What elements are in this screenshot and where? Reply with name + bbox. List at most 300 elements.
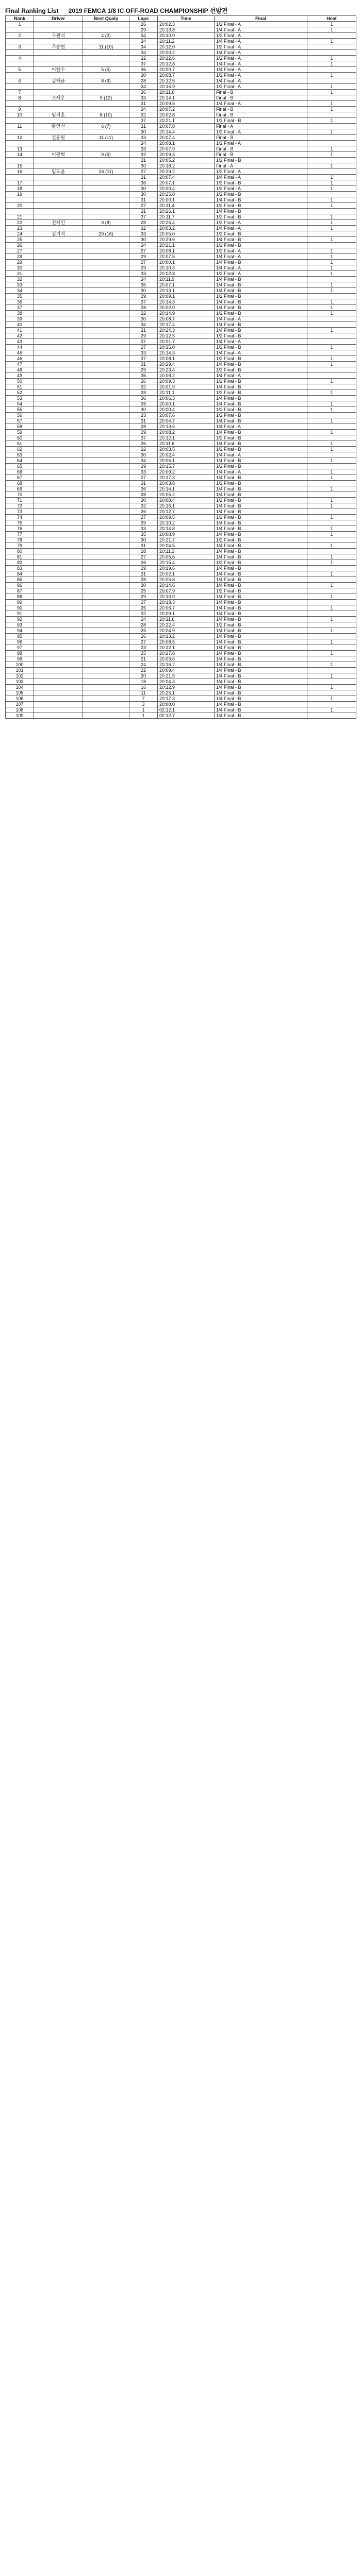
best-quaty-cell [83,118,129,124]
laps-cell: 32 [129,112,158,118]
final-table-row [6,84,356,90]
best-quaty-cell [83,537,129,543]
heat-cell: 1 [307,226,356,231]
final-header-row [6,16,356,22]
rank-cell: 98 [6,651,34,656]
driver-cell [34,299,83,305]
final-cell: 1/4 Final - B [215,651,307,656]
final-table-row [6,73,356,78]
rank-cell: 92 [6,617,34,622]
best-quaty-cell: 8 (10) [83,112,129,118]
best-quaty-cell [83,248,129,254]
heat-cell: 1 [307,418,356,424]
best-quaty-cell [83,322,129,328]
final-table-row [6,248,356,254]
rank-cell: 42 [6,333,34,339]
final-cell: 1/4 Final - A [215,373,307,379]
final-table-row [6,537,356,543]
rank-cell: 54 [6,401,34,407]
driver-cell [34,396,83,401]
laps-cell: 32 [129,226,158,231]
best-quaty-cell [83,469,129,475]
final-cell: 1/4 Final - B [215,549,307,554]
best-quaty-cell [83,418,129,424]
rank-cell: 67 [6,475,34,481]
rank-cell: 66 [6,469,34,475]
heat-cell [307,566,356,571]
time-cell: 20:12.1 [158,435,215,441]
final-table-row [6,311,356,316]
time-cell: 20:11.9 [158,277,215,282]
driver-cell [34,452,83,458]
laps-cell: 31 [129,124,158,129]
laps-cell: 30 [129,583,158,588]
best-quaty-cell [83,384,129,390]
rank-cell: 53 [6,396,34,401]
rank-cell: 11 [6,124,34,129]
driver-cell [34,690,83,696]
driver-cell [34,390,83,396]
heat-cell [307,702,356,707]
header-rank: Rank [6,16,34,22]
time-cell: 20:00.1 [158,260,215,265]
driver-cell [34,180,83,186]
final-cell: 1/2 Final - B [215,294,307,299]
final-cell: 1/2 Final - B [215,498,307,503]
final-table-row [6,322,356,328]
time-cell: 20:05.2 [158,158,215,163]
heat-cell [307,231,356,237]
laps-cell: 29 [129,265,158,271]
laps-cell: 30 [129,407,158,413]
heat-cell: 1 [307,571,356,577]
final-cell: 1/4 Final - A [215,78,307,84]
best-quaty-cell [83,328,129,333]
driver-cell [34,56,83,61]
heat-cell [307,44,356,50]
time-cell: 20:17.4 [158,322,215,328]
final-table-row [6,690,356,696]
time-cell: 20:13.2 [158,634,215,639]
heat-cell [307,67,356,73]
best-quaty-cell [83,696,129,702]
rank-cell: 31 [6,271,34,277]
time-cell: 20:00.2 [158,50,215,56]
heat-cell [307,322,356,328]
best-quaty-cell [83,226,129,231]
driver-cell [34,503,83,509]
heat-cell: 1 [307,356,356,362]
final-cell: 1/4 Final - B [215,662,307,668]
heat-cell [307,350,356,356]
driver-cell [34,186,83,192]
heat-cell: 1 [307,129,356,135]
rank-cell: 29 [6,260,34,265]
rank-cell: 97 [6,645,34,651]
rank-cell: 25 [6,237,34,243]
best-quaty-cell [83,702,129,707]
best-quaty-cell [83,175,129,180]
laps-cell: 1 [129,713,158,719]
time-cell: 20:08.1 [158,141,215,146]
rank-cell: 78 [6,537,34,543]
final-table-row [6,56,356,61]
time-cell: 20:14.3 [158,350,215,356]
driver-cell [34,571,83,577]
rank-cell: 51 [6,384,34,390]
best-quaty-cell [83,129,129,135]
heat-cell: 1 [307,379,356,384]
time-cell: 20:02.8 [158,271,215,277]
driver-cell [34,384,83,390]
heat-cell: 1 [307,248,356,254]
driver-cell [34,639,83,645]
final-title-event: 2019 FEMCA 1/8 IC OFF-ROAD CHAMPIONSHIP 선발전 [68,7,228,14]
rank-cell: 26 [6,243,34,248]
driver-cell [34,328,83,333]
final-table-row [6,464,356,469]
laps-cell: 28 [129,577,158,583]
final-cell: 1/4 Final - B [215,418,307,424]
best-quaty-cell [83,509,129,515]
laps-cell: 34 [129,107,158,112]
laps-cell: 28 [129,549,158,554]
final-table-row [6,243,356,248]
heat-cell: 1 [307,441,356,447]
laps-cell: 37 [129,61,158,67]
best-quaty-cell: 4 (2) [83,33,129,39]
heat-cell [307,600,356,605]
laps-cell: 29 [129,254,158,260]
best-quaty-cell [83,61,129,67]
heat-cell: 1 [307,288,356,294]
rank-cell: 107 [6,702,34,707]
final-cell: 1/4 Final - B [215,656,307,662]
heat-cell: 1 [307,390,356,396]
heat-cell: 1 [307,73,356,78]
rank-cell: 5 [6,67,34,73]
final-table-row [6,61,356,67]
driver-cell: 조재우 [34,95,83,101]
final-table-row [6,328,356,333]
final-table-row [6,78,356,84]
driver-cell: 이광혁 [34,152,83,158]
driver-cell [34,430,83,435]
rank-cell [6,39,34,44]
final-cell: 1/4 Final - B [215,702,307,707]
final-table-row [6,271,356,277]
time-cell: 20:10.9 [158,33,215,39]
final-cell: 1/4 Final - A [215,39,307,44]
time-cell: 20:10.3 [158,265,215,271]
time-cell: 20:11.3 [158,549,215,554]
final-table-row [6,282,356,288]
time-cell: 20:02.4 [158,452,215,458]
time-cell: 20:11.6 [158,90,215,95]
time-cell: 20:08.0 [158,702,215,707]
final-table-row [6,169,356,175]
final-table-row [6,560,356,566]
heat-cell: 1 [307,271,356,277]
final-table-row [6,118,356,124]
heat-cell: 1 [307,265,356,271]
heat-cell [307,713,356,719]
best-quaty-cell [83,254,129,260]
time-cell: 20:23.4 [158,367,215,373]
driver-cell: 전재민 [34,220,83,226]
rank-cell: 75 [6,520,34,526]
heat-cell: 1 [307,237,356,243]
heat-cell: 1 [307,214,356,220]
heat-cell [307,50,356,56]
final-cell: 1/4 Final - B [215,396,307,401]
heat-cell: 1 [307,254,356,260]
final-table-row [6,435,356,441]
time-cell: 20:05.0 [158,231,215,237]
laps-cell: 26 [129,401,158,407]
rank-cell: 58 [6,424,34,430]
heat-cell: 1 [307,27,356,33]
best-quaty-cell [83,192,129,197]
time-cell: 20:11.7 [158,214,215,220]
best-quaty-cell [83,560,129,566]
rank-cell: 80 [6,549,34,554]
time-cell: 20:00.4 [158,186,215,192]
heat-cell: 1 [307,628,356,634]
best-quaty-cell [83,486,129,492]
driver-cell [34,407,83,413]
final-cell: 1/4 Final - A [215,27,307,33]
laps-cell: 28 [129,424,158,430]
best-quaty-cell [83,707,129,713]
time-cell: 20:29.2 [158,169,215,175]
best-quaty-cell [83,197,129,203]
time-cell: 20:14.6 [158,583,215,588]
best-quaty-cell [83,158,129,163]
final-cell: 1/4 Final - B [215,600,307,605]
best-quaty-cell [83,101,129,107]
final-table-row [6,260,356,265]
laps-cell: 29 [129,294,158,299]
driver-cell [34,707,83,713]
rank-cell: 91 [6,611,34,617]
heat-cell: 1 [307,639,356,645]
time-cell: 20:14.3 [158,299,215,305]
final-table-row [6,622,356,628]
heat-cell: 1 [307,498,356,503]
final-table-row [6,588,356,594]
best-quaty-cell: 26 (11) [83,169,129,175]
heat-cell [307,656,356,662]
final-table-row [6,254,356,260]
best-quaty-cell [83,316,129,322]
laps-cell: 29 [129,333,158,339]
driver-cell [34,441,83,447]
laps-cell: 24 [129,617,158,622]
final-table-row [6,33,356,39]
laps-cell: 33 [129,413,158,418]
driver-cell [34,515,83,520]
time-cell: 20:04.9 [158,628,215,634]
final-table-row [6,526,356,532]
laps-cell: 30 [129,192,158,197]
best-quaty-cell [83,356,129,362]
final-cell: 1/4 Final - B [215,299,307,305]
final-cell: 1/4 Final - B [215,707,307,713]
laps-cell: 32 [129,384,158,390]
laps-cell: 18 [129,679,158,685]
heat-cell [307,492,356,498]
heat-cell: 1 [307,180,356,186]
laps-cell: 27 [129,203,158,209]
final-table-row [6,67,356,73]
final-table-row [6,316,356,322]
rank-cell: 13 [6,146,34,152]
heat-cell: 1 [307,447,356,452]
best-quaty-cell [83,305,129,311]
rank-cell: 41 [6,328,34,333]
heat-cell: 1 [307,197,356,203]
best-quaty-cell [83,515,129,520]
final-cell: 1/4 Final - B [215,543,307,549]
rank-cell: 43 [6,339,34,345]
heat-cell: 1 [307,146,356,152]
best-quaty-cell [83,458,129,464]
rank-cell: 22 [6,220,34,226]
laps-cell: 29 [129,27,158,33]
time-cell: 20:12.1 [158,645,215,651]
laps-cell: 34 [129,243,158,248]
laps-cell: 27 [129,169,158,175]
best-quaty-cell [83,690,129,696]
laps-cell: 31 [129,209,158,214]
rank-cell: 103 [6,679,34,685]
heat-cell: 1 [307,430,356,435]
time-cell: 20:25.0 [158,192,215,197]
heat-cell: 1 [307,118,356,124]
driver-cell: 이한수 [34,67,83,73]
final-table-row [6,628,356,634]
final-table-row [6,452,356,458]
final-table-row [6,90,356,95]
final-table-row [6,566,356,571]
heat-cell [307,520,356,526]
rank-cell: 40 [6,322,34,328]
final-table-row [6,390,356,396]
rank-cell: 56 [6,413,34,418]
driver-cell [34,197,83,203]
driver-cell [34,129,83,135]
driver-cell [34,469,83,475]
driver-cell [34,243,83,248]
final-cell: Final - A [215,163,307,169]
best-quaty-cell [83,265,129,271]
rank-cell: 60 [6,435,34,441]
final-cell: 1/4 Final - B [215,260,307,265]
best-quaty-cell: 20 (16) [83,231,129,237]
rank-cell: 59 [6,430,34,435]
time-cell: 20:13.1 [158,288,215,294]
time-cell: 20:05.6 [158,554,215,560]
rank-cell: 27 [6,248,34,254]
final-cell: 1/4 Final - B [215,639,307,645]
final-cell: 1/2 Final - A [215,56,307,61]
final-table-row [6,605,356,611]
driver-cell [34,192,83,197]
laps-cell: 33 [129,350,158,356]
final-cell: Final - B [215,135,307,141]
laps-cell: 33 [129,231,158,237]
driver-cell: 김재균 [34,78,83,84]
time-cell: 20:09.5 [158,515,215,520]
laps-cell: 35 [129,282,158,288]
final-table-row [6,209,356,214]
driver-cell [34,288,83,294]
laps-cell: 25 [129,651,158,656]
heat-cell: 1 [307,39,356,44]
final-table-row [6,180,356,186]
final-cell: 1/4 Final - A [215,452,307,458]
final-cell: 1/4 Final - A [215,175,307,180]
rank-cell: 39 [6,316,34,322]
heat-cell [307,690,356,696]
final-cell: 1/4 Final - B [215,486,307,492]
best-quaty-cell [83,237,129,243]
rank-cell: 6 [6,78,34,84]
driver-cell [34,424,83,430]
heat-cell [307,577,356,583]
driver-cell [34,339,83,345]
time-cell: 20:03.5 [158,447,215,452]
time-cell: 20:18.2 [158,163,215,169]
time-cell: 20:08.1 [158,356,215,362]
best-quaty-cell [83,600,129,605]
laps-cell: 37 [129,339,158,345]
laps-cell: 27 [129,515,158,520]
best-quaty-cell [83,452,129,458]
best-quaty-cell [83,339,129,345]
driver-cell [34,549,83,554]
rank-cell: 55 [6,407,34,413]
laps-cell: 30 [129,163,158,169]
best-quaty-cell [83,260,129,265]
driver-cell [34,634,83,639]
rank-cell: 19 [6,192,34,197]
time-cell: 20:04.5 [158,543,215,549]
rank-cell: 68 [6,481,34,486]
best-quaty-cell: 9 (6) [83,152,129,158]
final-cell: 1/2 Final - B [215,203,307,209]
driver-cell [34,373,83,379]
rank-cell: 61 [6,441,34,447]
time-cell: 20:10.9 [158,594,215,600]
time-cell: 20:26.1 [158,209,215,214]
rank-cell: 38 [6,311,34,316]
laps-cell: 29 [129,430,158,435]
rank-cell [6,50,34,56]
rank-cell: 93 [6,622,34,628]
best-quaty-cell [83,22,129,27]
best-quaty-cell [83,549,129,554]
rank-cell: 96 [6,639,34,645]
driver-cell [34,526,83,532]
final-table-row [6,22,356,27]
laps-cell: 21 [129,656,158,662]
time-cell: 20:07.4 [158,135,215,141]
laps-cell: 31 [129,418,158,424]
time-cell: 20:08.1 [158,248,215,254]
final-cell: 1/4 Final - A [215,339,307,345]
